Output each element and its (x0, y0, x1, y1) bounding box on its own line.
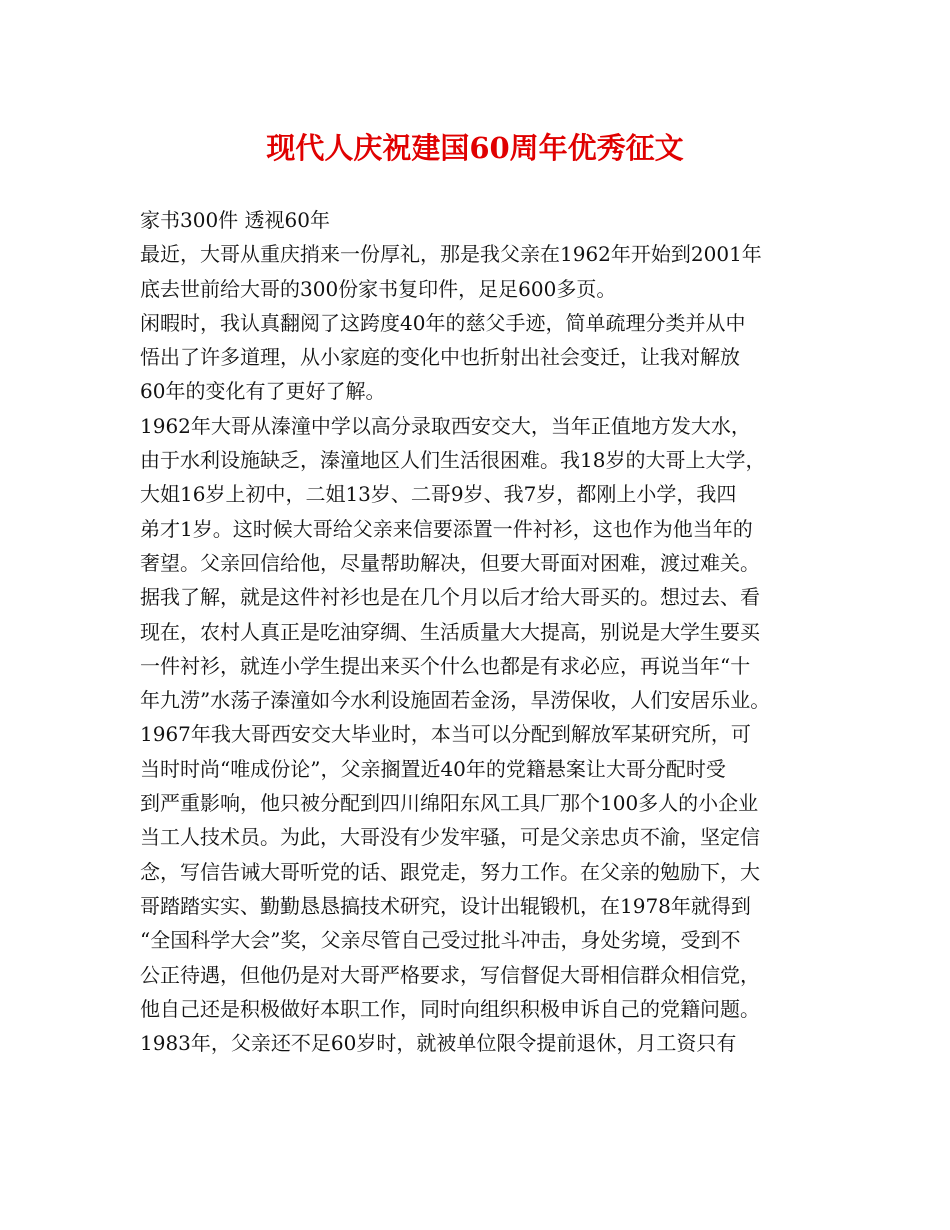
body-line: 大姐16岁上初中，二姐13岁、二哥9岁、我7岁，都刚上小学，我四 (140, 482, 737, 507)
body-line: 他自己还是积极做好本职工作，同时向组织积极申诉自己的党籍问题。 (140, 996, 760, 1021)
body-line: 底去世前给大哥的300份家书复印件，足足600多页。 (140, 276, 617, 301)
document-title: 现代人庆祝建国60周年优秀征文 (266, 131, 684, 165)
body-line: 悟出了许多道理，从小家庭的变化中也折射出社会变迁，让我对解放 (140, 345, 740, 370)
body-line: 1983年，父亲还不足60岁时，就被单位限令提前退休，月工资只有 (140, 1031, 737, 1056)
body-line: “全国科学大会”奖，父亲尽管自己受过批斗冲击，身处劣境，受到不 (140, 928, 741, 953)
body-line: 奢望。父亲回信给他，尽量帮助解决，但要大哥面对困难，渡过难关。 (140, 550, 760, 575)
body-line: 1962年大哥从溱潼中学以高分录取西安交大，当年正值地方发大水， (140, 413, 751, 438)
body-line: 当工人技术员。为此，大哥没有少发牢骚，可是父亲忠贞不渝，坚定信 (140, 825, 760, 850)
body-line: 1967年我大哥西安交大毕业时，本当可以分配到解放军某研究所，可 (140, 722, 751, 747)
body-line: 念，写信告诫大哥听党的话、跟党走，努力工作。在父亲的勉励下，大 (140, 859, 760, 884)
document-body (140, 203, 820, 1060)
body-line: 到严重影响，他只被分配到四川绵阳东风工具厂那个100多人的小企业 (140, 791, 759, 816)
body-line: 年九涝”水荡子溱潼如今水利设施固若金汤，旱涝保收，人们安居乐业。 (140, 688, 771, 713)
body-line: 一件衬衫，就连小学生提出来买个什么也都是有求必应，再说当年“十 (140, 653, 751, 678)
body-line: 当时时尚“唯成份论”，父亲搁置近40年的党籍悬案让大哥分配时受 (140, 756, 726, 781)
body-line: 家书300件 透视60年 (140, 208, 330, 232)
body-line: 公正待遇，但他仍是对大哥严格要求，写信督促大哥相信群众相信党， (140, 962, 760, 987)
body-line: 闲暇时，我认真翻阅了这跨度40年的慈父手迹，简单疏理分类并从中 (140, 310, 746, 335)
body-line: 由于水利设施缺乏，溱潼地区人们生活很困难。我18岁的大哥上大学， (140, 448, 766, 473)
body-line: 现在，农村人真正是吃油穿绸、生活质量大大提高，别说是大学生要买 (140, 619, 760, 644)
body-line: 据我了解，就是这件衬衫也是在几个月以后才给大哥买的。想过去、看 (140, 585, 760, 610)
body-line: 60年的变化有了更好了解。 (140, 379, 386, 404)
body-line: 哥踏踏实实、勤勤恳恳搞技术研究，设计出辊锻机，在1978年就得到 (140, 893, 751, 918)
body-line: 最近，大哥从重庆捎来一份厚礼，那是我父亲在1962年开始到2001年 (140, 242, 762, 267)
body-line: 弟才1岁。这时候大哥给父亲来信要添置一件衬衫，这也作为他当年的 (140, 516, 753, 541)
